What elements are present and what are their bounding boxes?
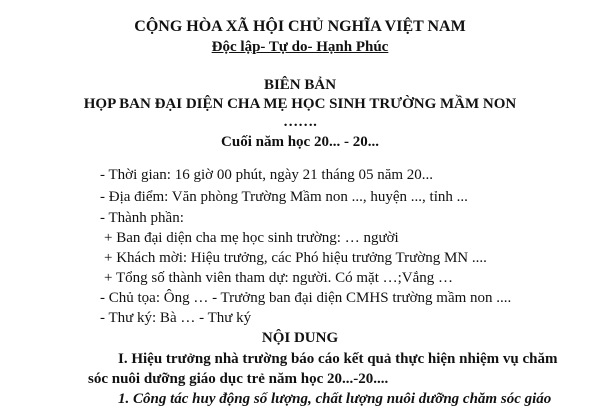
item-1-heading: 1. Công tác huy động số lượng, chất lượng nuôi dưỡng chăm sóc giáo bbox=[118, 391, 552, 407]
section-1-heading-line1: I. Hiệu trưởng nhà trường báo cáo kết quả thực hiện nhiệm vụ chăm bbox=[118, 351, 558, 367]
detail-time: - Thời gian: 16 giờ 00 phút, ngày 21 tháng 05 năm 20... bbox=[100, 167, 434, 183]
detail-location: - Địa điểm: Văn phòng Trường Mầm non ..., huyện ..., tỉnh ... bbox=[100, 189, 468, 205]
school-year: Cuối năm học 20... - 20... bbox=[221, 134, 379, 150]
content-heading: NỘI DUNG bbox=[261, 330, 339, 346]
section-1-heading-line2: sóc nuôi dưỡng giáo dục trẻ năm học 20...-20.... bbox=[88, 371, 389, 387]
detail-guests: + Khách mời: Hiệu trưởng, các Phó hiệu trưởng Trường MN .... bbox=[104, 250, 487, 266]
motto bbox=[0, 38, 600, 56]
national-title: CỘNG HÒA XÃ HỘI CHỦ NGHĨA VIỆT NAM bbox=[134, 18, 466, 35]
detail-participants: - Thành phần: bbox=[100, 210, 184, 226]
detail-parents-board: + Ban đại diện cha mẹ học sinh trường: … người bbox=[104, 230, 399, 246]
detail-chair: - Chủ tọa: Ông … - Trưởng ban đại diện CMHS trường mầm non .... bbox=[100, 290, 512, 306]
motto-text: Độc lập- Tự do- Hạnh Phúc bbox=[211, 39, 389, 55]
document-subtitle: HỌP BAN ĐẠI DIỆN CHA MẸ HỌC SINH TRƯỜNG MẦM NON bbox=[83, 96, 517, 112]
document-title: BIÊN BẢN bbox=[263, 77, 337, 93]
subtitle-dots: ……. bbox=[283, 114, 317, 130]
detail-secretary: - Thư ký: Bà … - Thư ký bbox=[100, 310, 252, 326]
detail-attendance: + Tổng số thành viên tham dự: người. Có mặt …;Vắng … bbox=[104, 270, 454, 286]
